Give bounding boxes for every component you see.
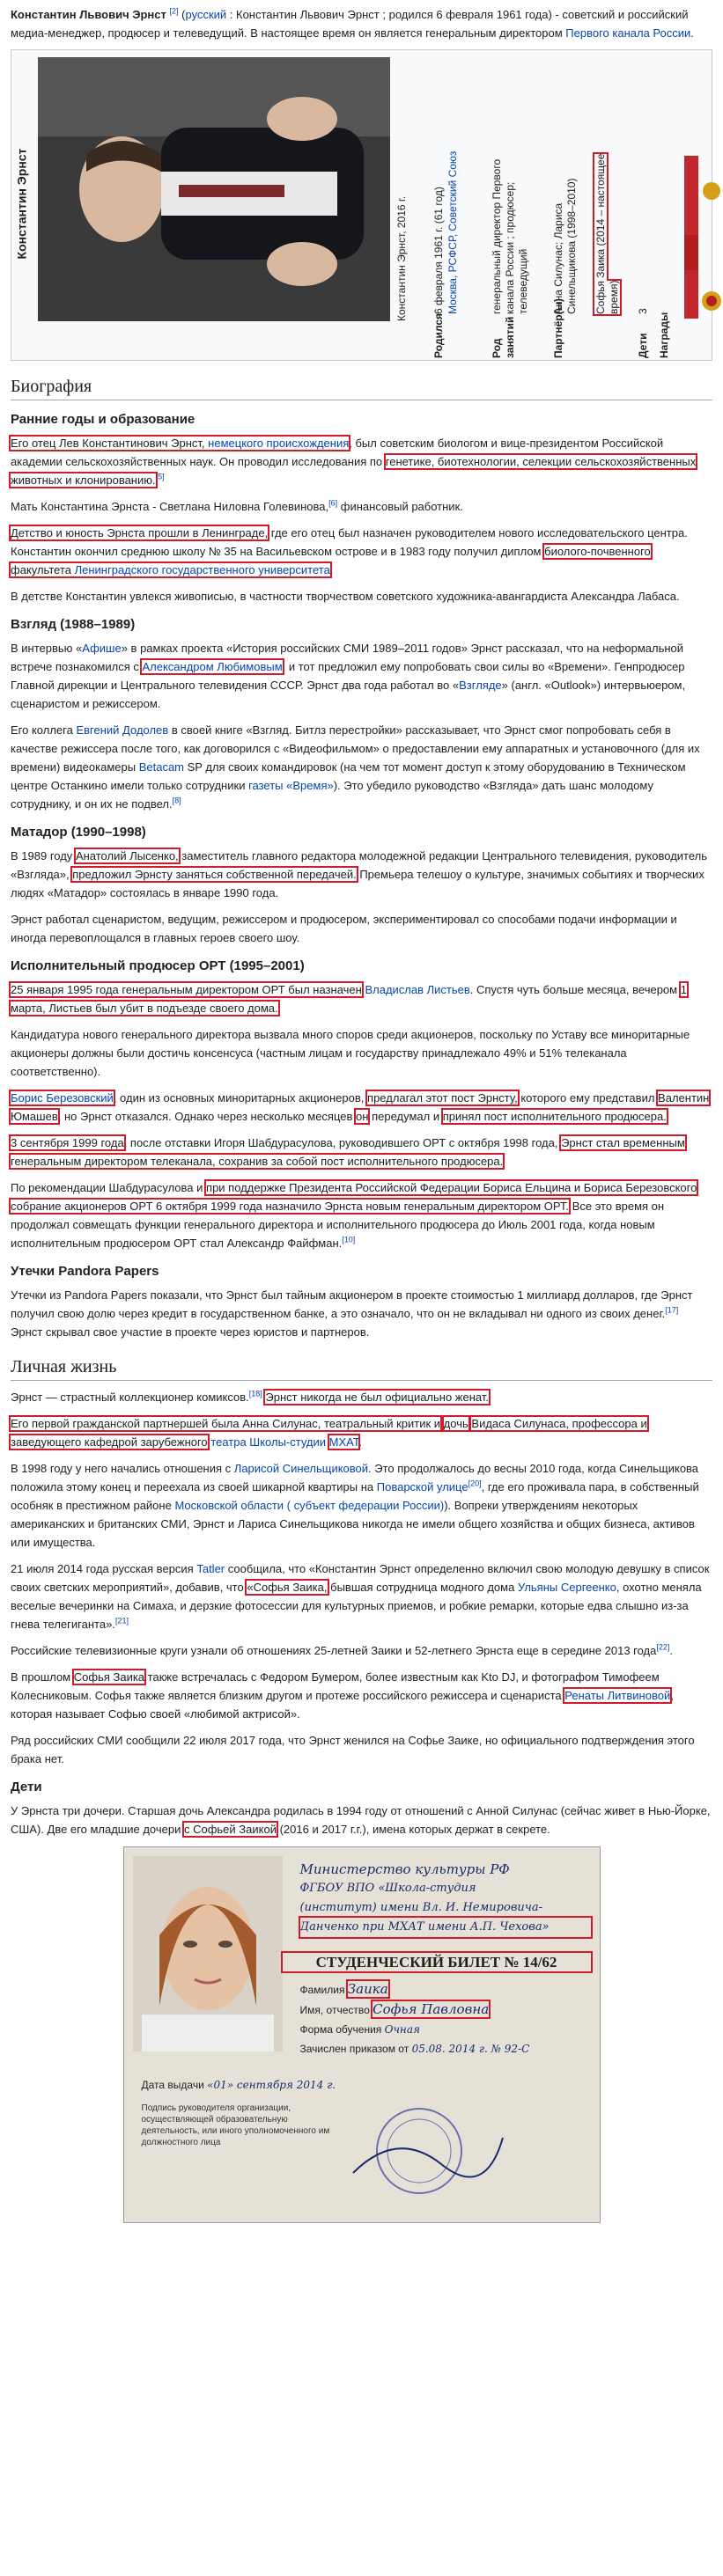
infobox (11, 49, 712, 361)
paragraph: В детстве Константин увлекся живописью, в частности творчеством советского художника-авангардиста Александра Лабаса. (11, 590, 680, 603)
school-studio-link[interactable]: театра Школы-студии (210, 1435, 327, 1449)
occupation-value: генеральный директор Первого канала России ; продюсер; телеведущий (491, 158, 529, 314)
card-signature-label: Подпись руководителя организации, осуществляющей образовательную деятельность, или иного уполномоченного им должностного лица (141, 2103, 330, 2147)
paragraph: Ряд российских СМИ сообщили 22 июля 2017 года, что Эрнст женился на Софье Заике, но официального подтверждения этого брака нет. (11, 1734, 695, 1765)
university-link[interactable]: Ленинградского государственного университета (74, 563, 330, 576)
reference-link[interactable]: [8] (172, 796, 181, 805)
born-place-link[interactable]: Москва, РСФСР, Советский Союз (446, 150, 459, 314)
subsection-heading-matador: Матадор (1990–1998) (11, 825, 146, 840)
paragraph: Его отец Лев Константинович Эрнст, немецкого происхождения, был советским биологом и вице-президентом Российской академии сельскохозяйственных наук. Он проводил исследования по генетике, биотехнологии, селекции сельскохозяйственных животных и клонированию.[5] (11, 437, 697, 487)
vzglyad-link[interactable]: Взгляде (459, 679, 502, 692)
litvinova-link[interactable]: Ренаты Литвиновой (564, 1689, 671, 1702)
paragraph: Эрнст работал сценаристом, ведущим, режиссером и продюсером, экспериментировал со способами подачи информации и иногда перевоплощался в главных героев своего шоу. (11, 913, 677, 944)
subsection-heading-vzglyad: Взгляд (1988–1989) (11, 617, 136, 632)
awards-label: Награды (658, 312, 670, 358)
federal-subject-link[interactable]: ( субъект федерации России) (286, 1499, 445, 1512)
dodolev-link[interactable]: Евгений Додолев (76, 723, 169, 737)
paragraph: 21 июля 2014 года русская версия Tatler сообщила, что «Константин Эрнст определенно включил свою молодую девушку в список своих светских мероприятий», добавив, что «Софья Заика, бывшая сотрудница модного дома Ульяны Сергеенко, охотно меняла веселые вечеринки на Симаха, и дерзкие фотосессии для культурных приемов, и робкие ремарки, которые едва слышно из-за гнева телегиганта».[21] (11, 1562, 710, 1631)
language-link[interactable]: русский (185, 8, 227, 21)
section-heading-personal-life: Личная жизнь (11, 1355, 712, 1381)
reference-link[interactable]: [22] (656, 1642, 670, 1652)
paragraph: Кандидатура нового генерального директора вызвала много споров среди акционеров, поскольку по Уставу все миноритарные акционеры должны были достичь консенсуса (частным лицам и государству принадлежало 49% и 51% телеканала соответственно). (11, 1028, 690, 1078)
paragraph: Детство и юность Эрнста прошли в Ленинграде, где его отец был назначен руководителем нового исследовательского центра. Константин окончил среднюю школу № 35 на Васильевском острове и в 1983 году получил диплом биолого-почвенного факультета Ленинградского государственного университета. (11, 526, 688, 576)
infobox-title: Константин Эрнст (14, 148, 29, 260)
subsection-heading-pandora: Утечки Pandora Papers (11, 1264, 159, 1279)
student-id-card-image[interactable] (123, 1846, 601, 2223)
lead-paragraph: Константин Львович Эрнст [2] (русский : Константин Львович Эрнст ; родился 6 февраля 1961 года) - советский и российский медиа-менеджер, продюсер и телеведущий. В настоящее время он является генеральным директором Первого канала России. (11, 6, 694, 40)
subsection-heading-ort: Исполнительный продюсер ОРТ (1995–2001) (11, 958, 305, 973)
paragraph: В интервью «Афише» в рамках проекта «История российских СМИ 1989–2011 годов» Эрнст рассказал, что на неформальной встрече познакомился с Александром Любимовым, и тот предложил ему попробовать свои силы во «Времени». Генпродюсер Главной дирекции и Центрального телевидения СССР. Эрнст два года работал во «Взгляде» (англ. «Outlook») интервьюером, сценаристом и режиссером. (11, 642, 686, 710)
card-fields: Фамилия Заика Имя, отчество Софья Павловна Форма обучения Очная Зачислен приказом от 05.08. 2014 г. № 92-С (299, 1981, 530, 2055)
born-label: Родился (432, 312, 445, 358)
children-value: 3 (637, 308, 649, 314)
section-heading-biography: Биография (11, 375, 712, 400)
berezovsky-link[interactable]: Борис Березовский (11, 1091, 114, 1105)
channel-link[interactable]: Первого канала России (565, 26, 691, 40)
reference-link[interactable]: [20] (468, 1479, 482, 1488)
paragraph: В прошлом Софья Заика также встречалась с Федором Бумером, более известным как Kto DJ, и фотографом Тимофеем Колесниковым. Софья также является близким другом и протеже российского режиссера и сценариста Ренаты Литвиновой, которая называет Софью своей «любимой актрисой». (11, 1670, 674, 1721)
children-label: Дети (637, 333, 649, 358)
photo-caption: Константин Эрнст, 2016 г. (395, 195, 408, 321)
paragraph: Его первой гражданской партнершей была Анна Силунас, театральный критик и дочь Видаса Силунаса, профессора и заведующего кафедрой зарубежного театра Школы-студии МХАТ. (11, 1417, 647, 1449)
card-title: СТУДЕНЧЕСКИЙ БИЛЕТ № 14/62 (283, 1953, 591, 1971)
sinelshchikova-link[interactable]: Ларисой Синельщиковой (233, 1462, 369, 1475)
paragraph: Его коллега Евгений Додолев в своей книге «Взгляд. Битлз перестройки» рассказывает, что Эрнст смог попробовать себя в качестве режиссера после того, как договорился с «Видеофильмом» о предоставлении ему аппаратных и установочного (для их времени) видеокамеры Betacam SP для своих командировок (на чем тот момент доступ к этому оборудованию в Техническом центре Останкино имели только сотрудники газеты «Время»). Это убедило руководство «Взгляда» дать шанс молодому сотруднику, и он их не подвел.[8] (11, 723, 700, 811)
subsection-heading-children: Дети (11, 1780, 42, 1794)
paragraph: По рекомендации Шабдурасулова и при поддержке Президента Российской Федерации Бориса Ельцина и Бориса Березовского собрание акционеров ОРТ 6 октября 1999 года назначило Эрнста новым генеральным директором ОРТ. Все это время он продолжал совмещать функции генерального директора и исполнительного продюсера до Июль 2001 года, когда новым исполнительным продюсером ОРТ стал Александр Файфман.[10] (11, 1181, 697, 1250)
paragraph: В 1998 году у него начались отношения с Ларисой Синельщиковой. Это продолжалось до весны 2010 года, когда Синельщикова положила этому конец и переехала из своей шикарной квартиры на Поварской улице[20], где его проживала пара, в собственный особняк в престижном районе Московской области ( субъект федерации России)). Вопреки утверждениям некоторых американских и британских СМИ, Эрнст и Лариса Синельщикова никогда не имели общего хозяйства и общих бизнеса, активов или имущества. (11, 1462, 699, 1549)
partner-2: Софья Заика (2014 – настоящее время) (594, 153, 620, 314)
portrait-illustration (38, 57, 390, 321)
betacam-link[interactable]: Betacam (138, 760, 185, 774)
student-photo (133, 1856, 283, 2051)
partner-1: Анна Силунас; Лариса Синельщикова (1998–2010) (552, 178, 578, 314)
reference-link[interactable]: [10] (342, 1235, 356, 1244)
student-photo-illustration (133, 1856, 283, 2051)
reference-link[interactable]: [21] (114, 1616, 129, 1626)
german-origin-link[interactable]: немецкого происхождения (208, 437, 350, 450)
reference-link[interactable]: [6] (328, 498, 338, 508)
reference-link[interactable]: [18] (248, 1389, 262, 1398)
portrait-photo[interactable] (38, 57, 390, 321)
reference-link[interactable]: [2] (169, 6, 179, 16)
card-header: Министерство культуры РФ ФГБОУ ВПО «Школа-студия (институт) имени Вл. И. Немировича- Данченко при МХАТ имени А.П. Чехова» (300, 1860, 591, 1937)
reference-link[interactable]: [5] (155, 472, 165, 481)
paragraph: Утечки из Pandora Papers показали, что Эрнст был тайным акционером в проекте стоимостью 1 миллиард долларов, где Эрнст получил свою долю через кредит в государственном банке, а это означало, что он не вкладывал ни одного из своих денег.[17] Эрнст скрывал свое участие в проекте через юристов и партнеров. (11, 1288, 693, 1339)
paragraph: 3 сентября 1999 года, после отставки Игоря Шабдурасулова, руководившего ОРТ с октября 1998 года, Эрнст стал временным генеральным директором телеканала, сохранив за собой пост исполнительного продюсера. (11, 1136, 685, 1168)
paragraph: Мать Константина Эрнста - Светлана Ниловна Голевинова,[6] финансовый работник. (11, 498, 463, 513)
mkhat-link[interactable]: МХАТ (328, 1435, 359, 1449)
paragraph: У Эрнста три дочери. Старшая дочь Александра родилась в 1994 году от отношений с Анной Силунас (сейчас живет в Нью-Йорке, США). Две его младшие дочери с Софьей Заикой (2016 и 2017 г.г.), имена которых держат в секрете. (11, 1804, 711, 1836)
subsection-heading-early-years: Ранние годы и образование (11, 412, 196, 427)
infobox-rows (429, 50, 693, 360)
paragraph: Эрнст — страстный коллекционер комиксов.[18] Эрнст никогда не был официально женат. (11, 1389, 489, 1404)
lyubimov-link[interactable]: Александром Любимовым (142, 660, 283, 673)
afisha-link[interactable]: Афише (82, 642, 122, 655)
occupation-label: Род занятий (491, 316, 516, 358)
vremya-link[interactable]: газеты «Время» (248, 779, 334, 792)
card-issue: Дата выдачи «01» сентября 2014 г. (141, 2079, 336, 2091)
tatler-link[interactable]: Tatler (196, 1562, 225, 1575)
awards-medals (681, 156, 723, 323)
reference-link[interactable]: [17] (665, 1305, 679, 1315)
medal-ribbons-icon (681, 156, 723, 323)
listyev-link[interactable]: Владислав Листьев (365, 983, 470, 996)
paragraph: Российские телевизионные круги узнали об отношениях 25-летней Заики и 52-летнего Эрнста еще в середине 2013 года[22]. (11, 1642, 674, 1657)
partners-label: Партнёр(ы) (552, 298, 564, 358)
povarskaya-link[interactable]: Поварской улице (376, 1480, 468, 1493)
paragraph: Борис Березовский, один из основных миноритарных акционеров, предлагал этот пост Эрнсту, которого ему представил Валентин Юмашев, но Эрнст отказался. Однако через несколько месяцев он передумал и принял пост исполнительного продюсера. (11, 1091, 710, 1123)
article-subject-name: Константин Львович Эрнст (11, 8, 166, 21)
sergeenko-link[interactable]: Ульяны Сергеенко (517, 1581, 616, 1594)
paragraph: В 1989 году Анатолий Лысенко, заместитель главного редактора молодежной редакции Центрального телевидения, руководитель «Взгляда», предложил Эрнсту заняться собственной передачей. Премьера телешоу о культуре, значимых событиях и творческих людях «Матадор» состоялась в январе 1990 года. (11, 849, 708, 899)
moscow-oblast-link[interactable]: Московской области (174, 1499, 284, 1512)
paragraph: 25 января 1995 года генеральным директором ОРТ был назначен Владислав Листьев. Спустя чуть больше месяца, вечером 1 марта, Листьев был убит в подъезде своего дома. (11, 983, 687, 1015)
card-stamp (336, 2103, 512, 2199)
born-date: 6 февраля 1961 г. (61 год) (432, 187, 445, 314)
